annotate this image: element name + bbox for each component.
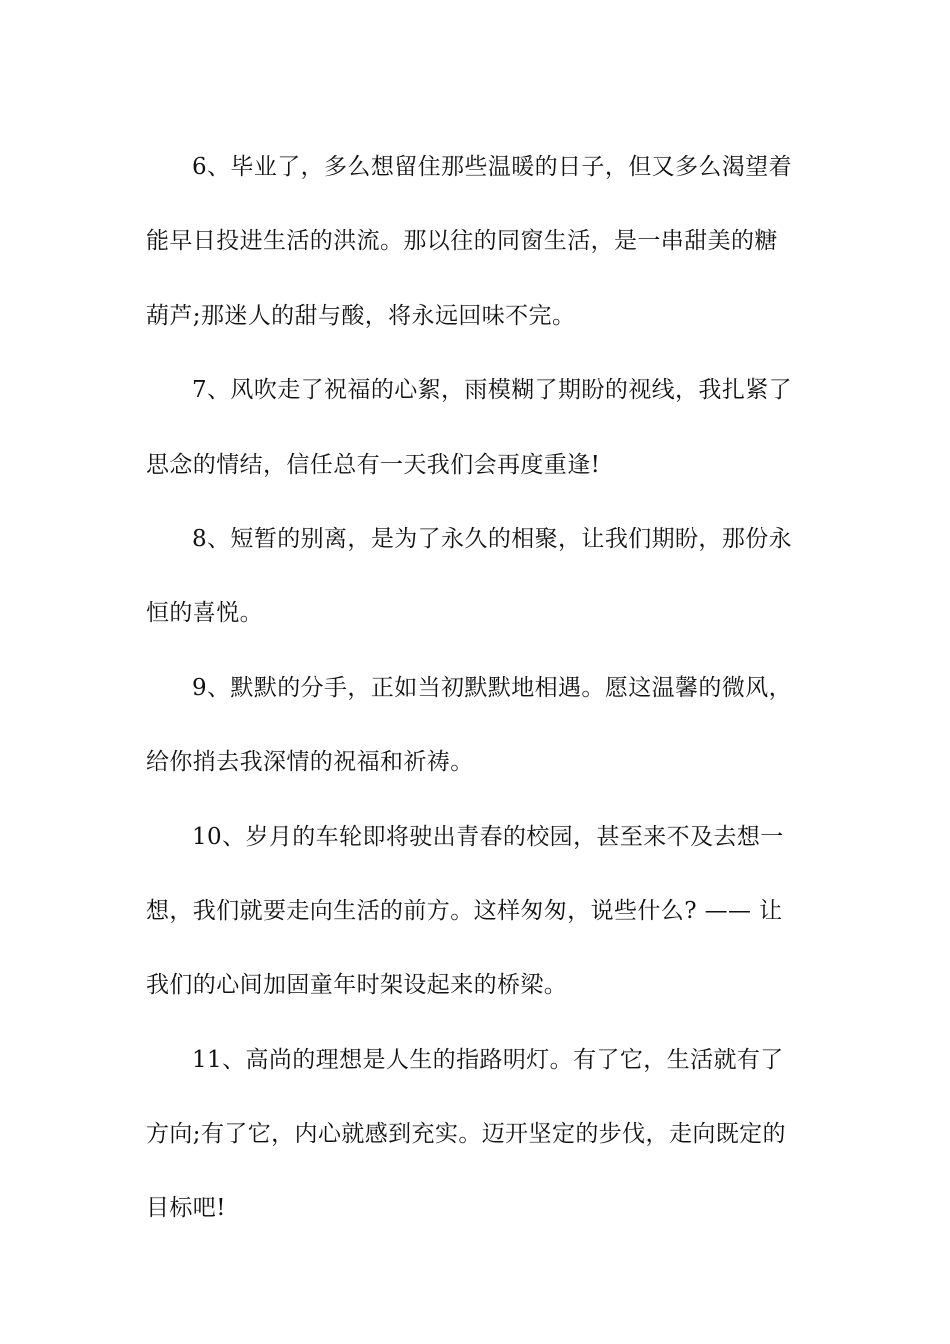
paragraph-line: 方向;有了它，内心就感到充实。迈开坚定的步伐，走向既定的 — [146, 1121, 786, 1148]
paragraph-line: 葫芦;那迷人的甜与酸，将永远回味不完。 — [146, 302, 576, 329]
paragraph-line: 6、毕业了，多么想留住那些温暖的日子，但又多么渴望着 — [192, 154, 793, 180]
paragraph-line: 思念的情结，信任总有一天我们会再度重逢! — [146, 451, 601, 478]
paragraph-line: 11、高尚的理想是人生的指路明灯。有了它，生活就有了 — [192, 1046, 784, 1073]
paragraph-line: 7、风吹走了祝福的心絮，雨模糊了期盼的视线，我扎紧了 — [192, 377, 793, 404]
document-body — [146, 130, 806, 1246]
paragraph-line: 能早日投进生活的洪流。那以往的同窗生活，是一串甜美的糖 — [146, 228, 778, 255]
paragraph-line: 我们的心间加固童年时架设起来的桥梁。 — [146, 972, 568, 999]
paragraph-10 — [146, 800, 806, 1023]
paragraph-6 — [146, 130, 806, 353]
paragraph-8 — [146, 502, 806, 651]
paragraph-line: 10、岁月的车轮即将驶出青春的校园，甚至来不及去想一 — [192, 823, 784, 850]
paragraph-9 — [146, 651, 806, 800]
paragraph-line: 恒的喜悦。 — [146, 600, 263, 627]
paragraph-line: 9、默默的分手，正如当初默默地相遇。愿这温馨的微风， — [192, 674, 793, 701]
paragraph-line: 8、短暂的别离，是为了永久的相聚，让我们期盼，那份永 — [192, 525, 793, 552]
paragraph-7 — [146, 353, 806, 502]
paragraph-line: 给你捎去我深情的祝福和祈祷。 — [146, 749, 474, 776]
paragraph-line: 想，我们就要走向生活的前方。这样匆匆，说些什么? —— 让 — [146, 897, 783, 924]
paragraph-line: 目标吧! — [146, 1195, 226, 1222]
paragraph-11 — [146, 1023, 806, 1246]
